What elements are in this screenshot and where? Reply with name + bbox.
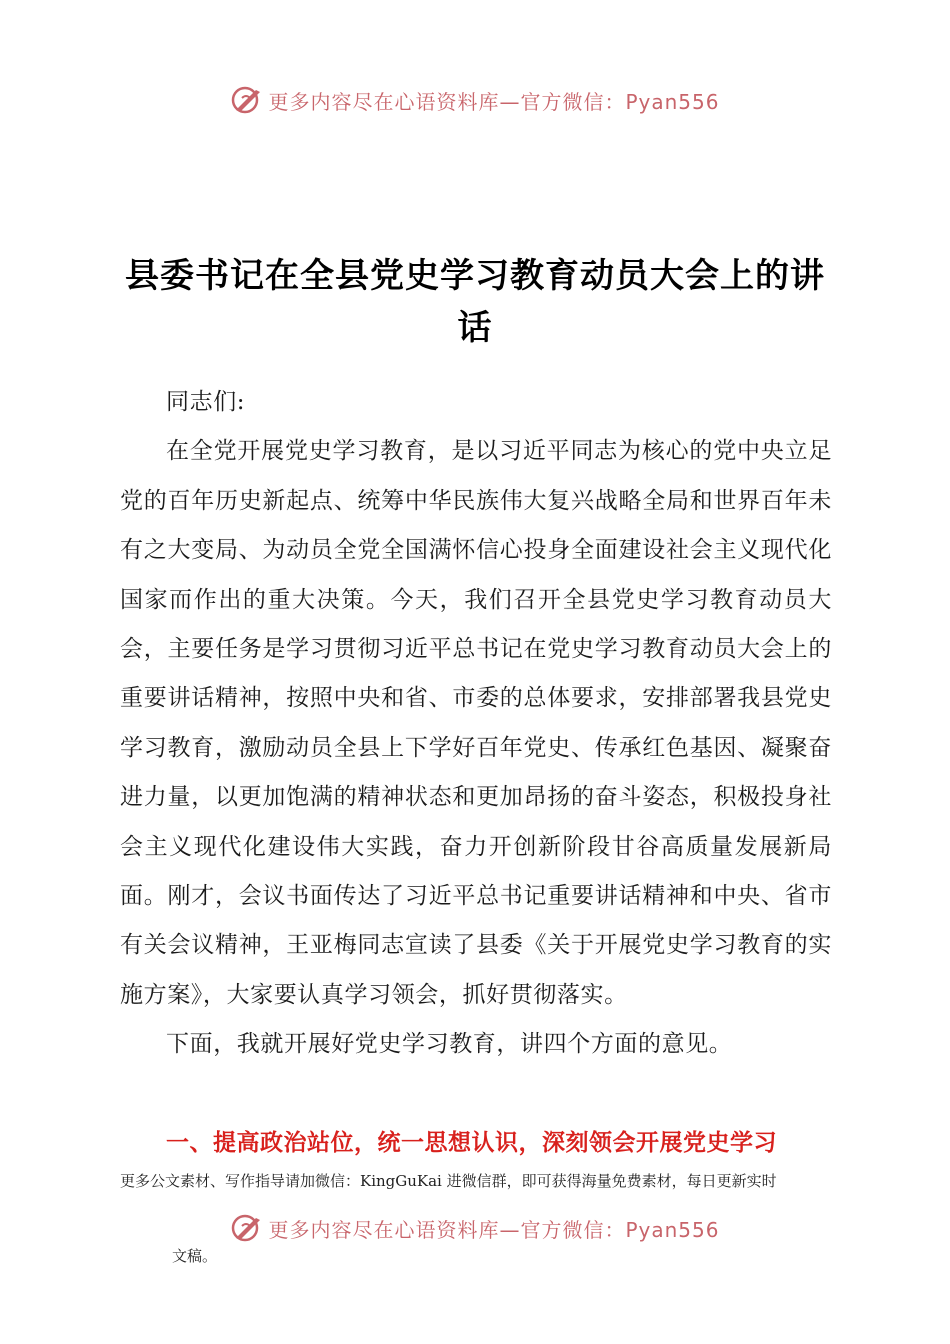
watermark-text: 更多内容尽在心语资料库—官方微信：Pyan556 bbox=[268, 89, 720, 114]
salutation: 同志们: bbox=[166, 389, 246, 415]
pen-logo-icon bbox=[230, 1211, 264, 1245]
document-body bbox=[120, 378, 832, 1070]
footer-note-continued: 文稿。 bbox=[172, 1247, 218, 1265]
section-heading: 一、提高政治站位，统一思想认识，深刻领会开展党史学习 bbox=[166, 1130, 777, 1156]
footer-note: 更多公文素材、写作指导请加微信：KingGuKai 进微信群，即可获得海量免费素材，每日更新实时 bbox=[120, 1172, 777, 1190]
pen-logo-icon bbox=[230, 83, 264, 117]
document-title: 县委书记在全县党史学习教育动员大会上的讲话 bbox=[125, 256, 825, 348]
body-paragraph: 在全党开展党史学习教育，是以习近平同志为核心的党中央立足党的百年历史新起点、统筹中华民族伟大复兴战略全局和世界百年未有之大变局、为动员全党全国满怀信心投身全面建设社会主义现代化国家而作出的重大决策。今天，我们召开全县党史学习教育动员大会，主要任务是学习贯彻习近平总书记在党史学习教育动员大会上的重要讲话精神，按照中央和省、市委的总体要求，安排部署我县党史学习教育，激励动员全县上下学好百年党史、传承红色基因、凝聚奋进力量，以更加饱满的精神状态和更加昂扬的奋斗姿态，积极投身社会主义现代化建设伟大实践，奋力开创新阶段甘谷高质量发展新局面。刚才，会议书面传达了习近平总书记重要讲话精神和中央、省市有关会议精神，王亚梅同志宣读了县委《关于开展党史学习教育的实施方案》，大家要认真学习领会，抓好贯彻落实。 bbox=[120, 438, 832, 1008]
watermark-bottom bbox=[0, 1206, 950, 1250]
body-paragraph: 下面，我就开展好党史学习教育，讲四个方面的意见。 bbox=[166, 1031, 733, 1058]
watermark-text: 更多内容尽在心语资料库—官方微信：Pyan556 bbox=[268, 1217, 720, 1242]
watermark-top bbox=[0, 78, 950, 122]
